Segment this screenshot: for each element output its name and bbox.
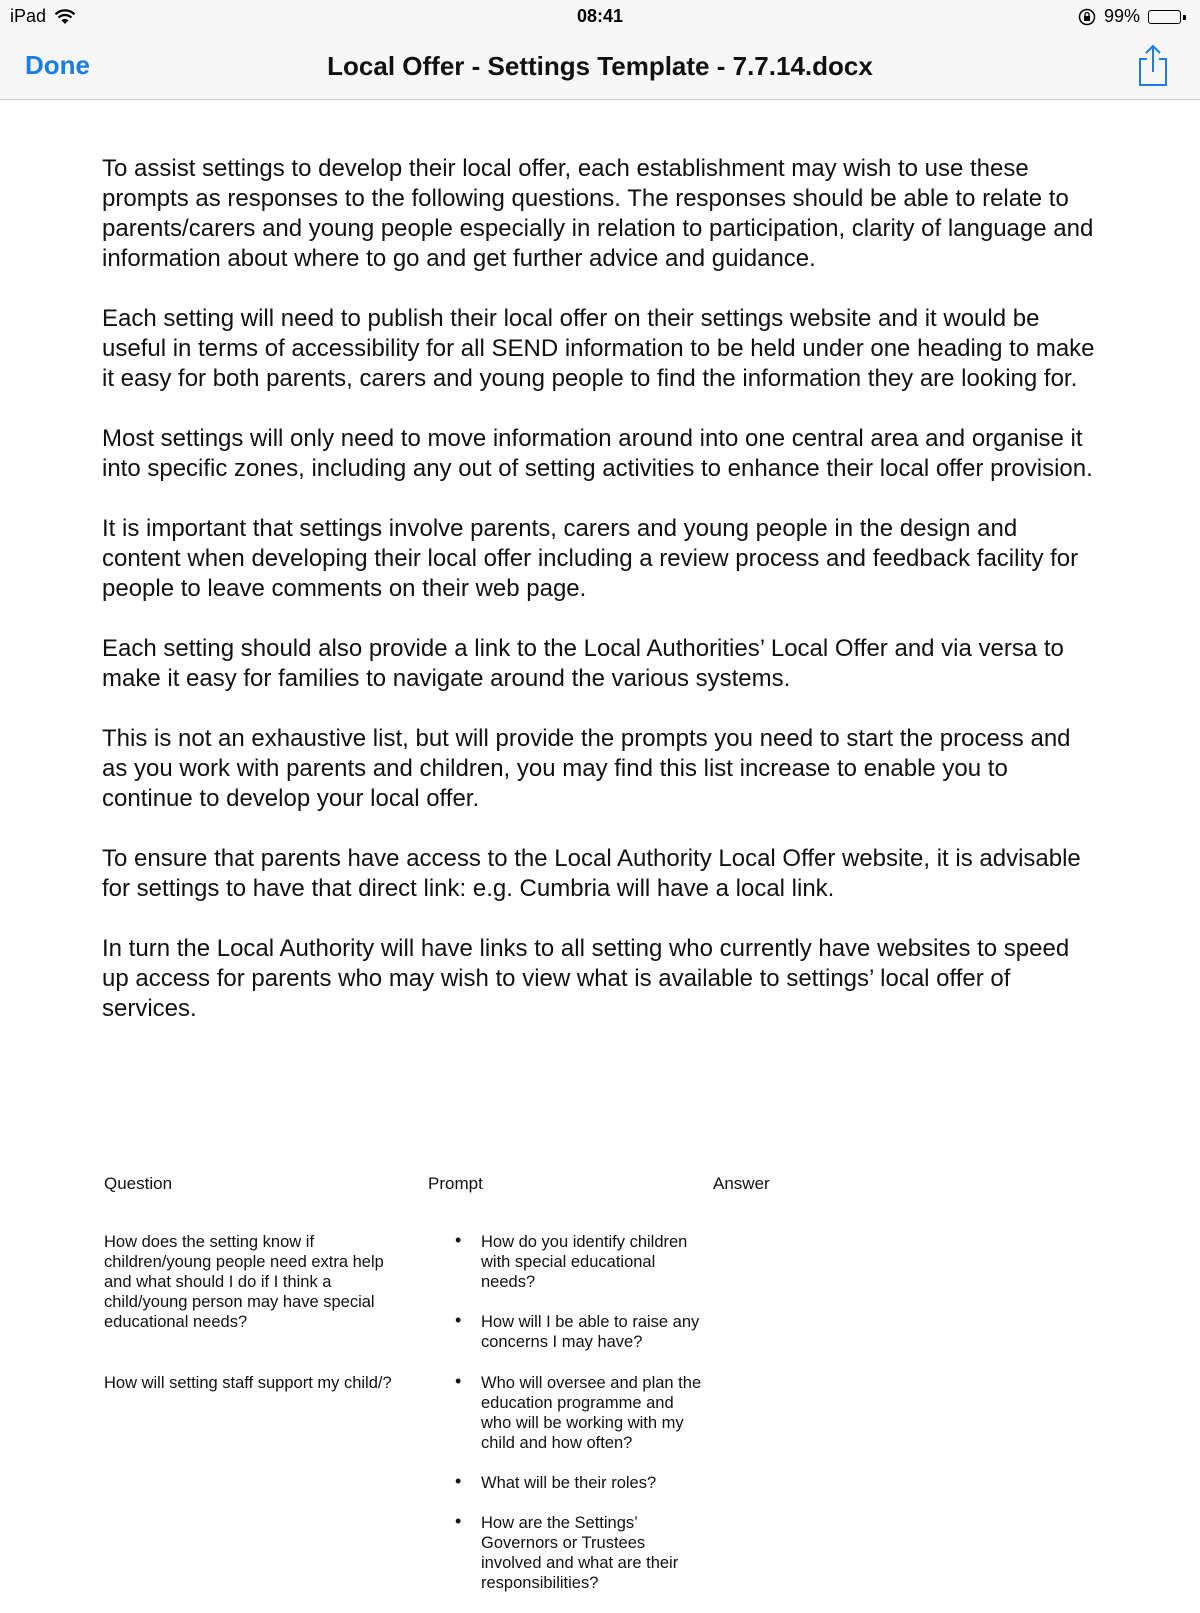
question-cell: How does the setting know if children/young people need extra help and what should I do if I think a child/young person may have special educational needs? [104,1233,384,1331]
status-time: 08:41 [576,6,624,26]
paragraph: In turn the Local Authority will have links to all setting who currently have websites to speed up access for parents who may wish to view what is available to settings’ local offer of services. [102,935,1070,1022]
header-answer: Answer [713,1174,770,1193]
question-cell: How will setting staff support my child/? [104,1374,392,1392]
status-right [1078,6,1186,27]
battery-percent: 99% [1103,6,1140,26]
paragraph: Most settings will only need to move information around into one central area and organise it into specific zones, including any out of setting activities to enhance their local offer provision. [102,425,1093,482]
prompt-item: • Who will oversee and plan the education programme and who will be working with my child and how often? [455,1373,705,1453]
status-bar [0,0,1200,34]
prompt-item: • How will I be able to raise any concerns I may have? [455,1312,705,1352]
paragraph: Each setting will need to publish their local offer on their settings website and it would be useful in terms of accessibility for all SEND information to be held under one heading to make it easy for both parents, carers and young people to find the information they are looking for. [102,305,1095,392]
battery-icon [1148,8,1186,26]
prompt-list [455,1232,705,1372]
table-row [104,1232,1104,1373]
device-label: iPad [10,6,47,26]
document-title: Local Offer - Settings Template - 7.7.14.docx [327,51,873,81]
table-header-row [104,1172,1104,1232]
document-body [102,154,1102,1054]
prompt-item: • How do you identify children with special educational needs? [455,1232,705,1292]
navigation-bar [0,34,1200,100]
header-prompt: Prompt [428,1174,483,1193]
question-prompt-table [104,1172,1104,1613]
prompt-item: • What will be their roles? [455,1473,705,1493]
share-icon [1136,42,1170,88]
rotation-lock-icon [1078,8,1096,26]
done-button[interactable]: Done [25,50,90,80]
paragraph: This is not an exhaustive list, but will provide the prompts you need to start the process and as you work with parents and children, you may find this list increase to enable you to continue to develop your local offer. [102,725,1071,812]
header-question: Question [104,1174,173,1193]
prompt-item: • How are the Settings’ Governors or Trustees involved and what are their responsibilities? [455,1513,705,1593]
share-button[interactable] [1136,42,1170,88]
prompt-list [455,1373,705,1613]
table-row [104,1373,1104,1613]
paragraph: It is important that settings involve parents, carers and young people in the design and content when developing their local offer including a review process and feedback facility for people to leave comments on their web page. [102,515,1079,602]
paragraph: Each setting should also provide a link to the Local Authorities’ Local Offer and via versa to make it easy for families to navigate around the various systems. [102,635,1064,692]
paragraph: To ensure that parents have access to the Local Authority Local Offer website, it is advisable for settings to have that direct link: e.g. Cumbria will have a local link. [102,845,1081,902]
paragraph: To assist settings to develop their local offer, each establishment may wish to use these prompts as responses to the following questions. The responses should be able to relate to parents/carers and young people especially in relation to participation, clarity of language and information about where to go and get further advice and guidance. [102,155,1094,272]
